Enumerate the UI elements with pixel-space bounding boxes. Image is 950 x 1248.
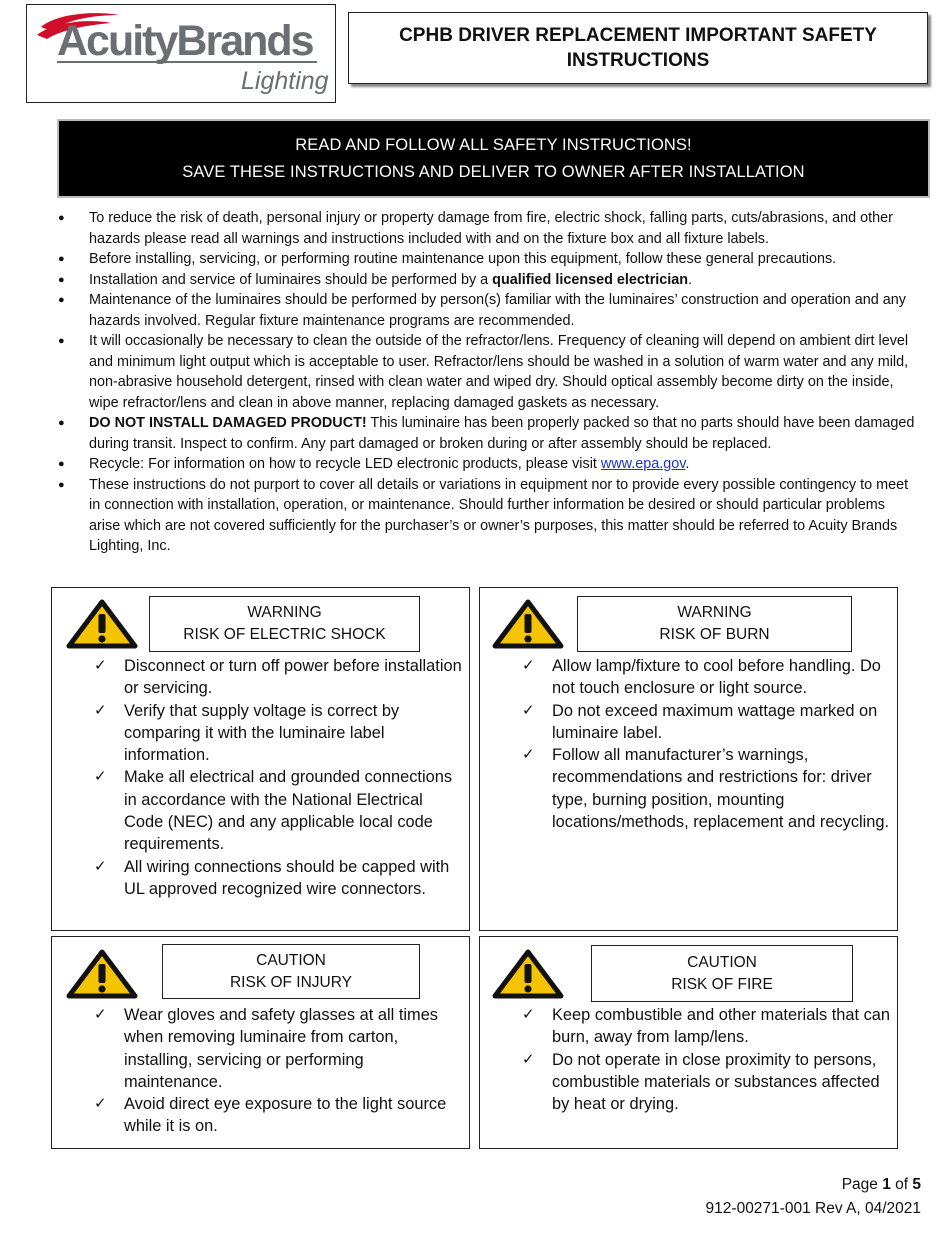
precaution-text: .: [688, 271, 693, 288]
check-icon: ✓: [522, 1006, 535, 1023]
heading-level: CAUTION: [687, 953, 757, 971]
check-item-text: Do not operate in close proximity to persons, combustible materials or substances affected by heat or drying.: [552, 1050, 880, 1114]
precaution-item: [56, 290, 916, 331]
page-footer: [706, 1173, 921, 1221]
heading-level: CAUTION: [256, 951, 326, 969]
precaution-text: This luminaire has been properly packed so that no parts should have been damaged during transit. Inspect to confirm. Any part damaged or broken during or after assembly should be replaced.: [89, 415, 915, 452]
panel-fire: [479, 936, 898, 1149]
warning-triangle-icon: [66, 949, 138, 999]
bullet-icon: ●: [58, 253, 65, 265]
check-item-text: Allow lamp/fixture to cool before handling. Do not touch enclosure or light source.: [552, 657, 881, 698]
check-item: [94, 856, 466, 901]
bullet-icon: ●: [58, 478, 65, 491]
panel-injury: [51, 936, 470, 1149]
check-item: [522, 744, 894, 833]
logo-box: [26, 4, 336, 103]
logo-sub-text: Lighting: [241, 67, 329, 95]
page-of-label: of: [890, 1176, 913, 1193]
check-item-text: Verify that supply voltage is correct by comparing it with the luminaire label information.: [124, 701, 400, 765]
page-number: [706, 1173, 921, 1197]
banner-line2: SAVE THESE INSTRUCTIONS AND DELIVER TO OWNER AFTER INSTALLATION: [182, 162, 805, 181]
check-icon: ✓: [94, 1006, 107, 1023]
check-icon: ✓: [522, 701, 535, 719]
check-item: [522, 1049, 894, 1116]
check-item-text: Do not exceed maximum wattage marked on luminaire label.: [552, 701, 878, 742]
document-title-line2: INSTRUCTIONS: [566, 50, 710, 71]
document-title-box: [348, 12, 928, 84]
acuity-brands-logo: [27, 5, 335, 102]
bullet-icon: ●: [58, 294, 65, 306]
check-item-text: All wiring connections should be capped with UL approved recognized wire connectors.: [124, 857, 450, 898]
panel-heading: [162, 944, 420, 999]
heading-risk: RISK OF INJURY: [229, 973, 352, 991]
precautions-list: [56, 208, 916, 557]
heading-risk: RISK OF ELECTRIC SHOCK: [183, 626, 386, 643]
precaution-text: Maintenance of the luminaires should be performed by person(s) familiar with the luminaires’ construction and operation and any hazards involved. Regular fixture maintenance programs are recommended.: [89, 292, 906, 329]
check-icon: ✓: [522, 657, 535, 674]
panel-burn: [479, 587, 898, 931]
warning-triangle-icon: [66, 599, 138, 649]
check-item: [94, 700, 466, 767]
bullet-icon: ●: [58, 212, 65, 224]
precaution-item: [56, 208, 916, 249]
warning-triangle-icon: [492, 949, 564, 999]
check-icon: ✓: [94, 657, 107, 674]
precaution-item: [56, 413, 916, 454]
check-icon: ✓: [522, 1050, 535, 1068]
precaution-text: To reduce the risk of death, personal injury or property damage from fire, electric shock, falling parts, cuts/abrasions, and other hazards please read all warnings and instructions included with and on the fixture box and all fixture labels.: [89, 210, 893, 247]
document-title-line1: CPHB DRIVER REPLACEMENT IMPORTANT SAFETY: [399, 25, 877, 46]
precaution-emphasis: DO NOT INSTALL DAMAGED PRODUCT!: [89, 415, 367, 431]
logo-brand-text: AcuityBrands: [57, 17, 313, 65]
precaution-item: [56, 249, 916, 270]
precaution-text: Recycle: For information on how to recycle LED electronic products, please visit: [89, 456, 601, 472]
precaution-item: [56, 270, 916, 291]
check-list: [94, 1004, 466, 1138]
check-item: [94, 1093, 466, 1138]
precaution-item: [56, 454, 916, 475]
page-label: Page: [841, 1176, 883, 1193]
check-list: [522, 1004, 894, 1115]
warning-triangle-icon: [492, 599, 564, 649]
heading-risk: RISK OF BURN: [659, 626, 770, 643]
check-item: [94, 1004, 466, 1093]
precaution-emphasis: qualified licensed electrician: [492, 271, 689, 288]
bullet-icon: ●: [58, 458, 65, 470]
check-icon: ✓: [94, 768, 107, 786]
precaution-text: Installation and service of luminaires should be performed by a: [89, 271, 493, 288]
precaution-item: [56, 475, 916, 557]
bullet-icon: ●: [58, 417, 65, 429]
panel-heading: [149, 596, 420, 652]
precaution-text: .: [685, 456, 690, 472]
heading-risk: RISK OF FIRE: [671, 975, 773, 993]
check-item-text: Follow all manufacturer’s warnings, recommendations and restrictions for: driver type, burning position, mounting locations/methods, replacement and recycling.: [552, 746, 890, 832]
document-id: 912-00271-001 Rev A, 04/2021: [705, 1200, 921, 1217]
check-item: [94, 766, 466, 855]
check-list: [522, 655, 894, 833]
panel-heading: [577, 596, 852, 652]
check-item-text: Avoid direct eye exposure to the light source while it is on.: [124, 1095, 447, 1136]
bullet-icon: ●: [58, 335, 65, 347]
check-item: [522, 655, 894, 700]
bullet-icon: ●: [58, 273, 65, 286]
precaution-text: These instructions do not purport to cover all details or variations in equipment nor to provide every possible contingency to meet in connection with installation, operation, or maintenance. Should further information be desired or should particular problems arise which are not covered sufficiently for the purchaser’s or owner’s purposes, this matter should be referred to Acuity Brands Lighting, Inc.: [89, 476, 909, 554]
banner-line1: READ AND FOLLOW ALL SAFETY INSTRUCTIONS!: [295, 135, 692, 154]
precaution-item: [56, 331, 916, 413]
check-item-text: Wear gloves and safety glasses at all times when removing luminaire from carton, installing, servicing or performing maintenance.: [124, 1006, 438, 1091]
check-icon: ✓: [94, 857, 107, 875]
page-current: 1: [882, 1176, 891, 1193]
check-item-text: Keep combustible and other materials that can burn, away from lamp/lens.: [552, 1006, 891, 1047]
check-item: [522, 700, 894, 745]
check-icon: ✓: [94, 1095, 107, 1113]
epa-link[interactable]: www.epa.gov: [600, 456, 686, 472]
check-icon: ✓: [522, 746, 535, 764]
check-item-text: Disconnect or turn off power before installation or servicing.: [124, 657, 462, 698]
page-total: 5: [912, 1176, 921, 1193]
panel-heading: [591, 945, 853, 1002]
check-item: [522, 1004, 894, 1049]
precaution-text: Before installing, servicing, or performing routine maintenance upon this equipment, follow these general precautions.: [89, 251, 837, 267]
precaution-text: It will occasionally be necessary to clean the outside of the refractor/lens. Frequency of cleaning will depend on ambient dirt level and minimum light output which is acceptable to user. Refractor/lens should be washed in a solution of warm water and any mild, non-abrasive household detergent, rinsed with clean water and wiped dry. Should optical assembly become dirty on the inside, wipe refractor/lens and clean in above manner, replacing damaged gaskets as necessary.: [89, 333, 909, 411]
heading-level: WARNING: [677, 604, 752, 621]
panel-electric-shock: [51, 587, 470, 931]
check-list: [94, 655, 466, 900]
check-item-text: Make all electrical and grounded connections in accordance with the National Electrical Code (NEC) and any applicable local code requirements.: [124, 768, 453, 854]
check-icon: ✓: [94, 701, 107, 719]
heading-level: WARNING: [247, 604, 322, 621]
check-item: [94, 655, 466, 700]
safety-banner: [59, 121, 928, 196]
